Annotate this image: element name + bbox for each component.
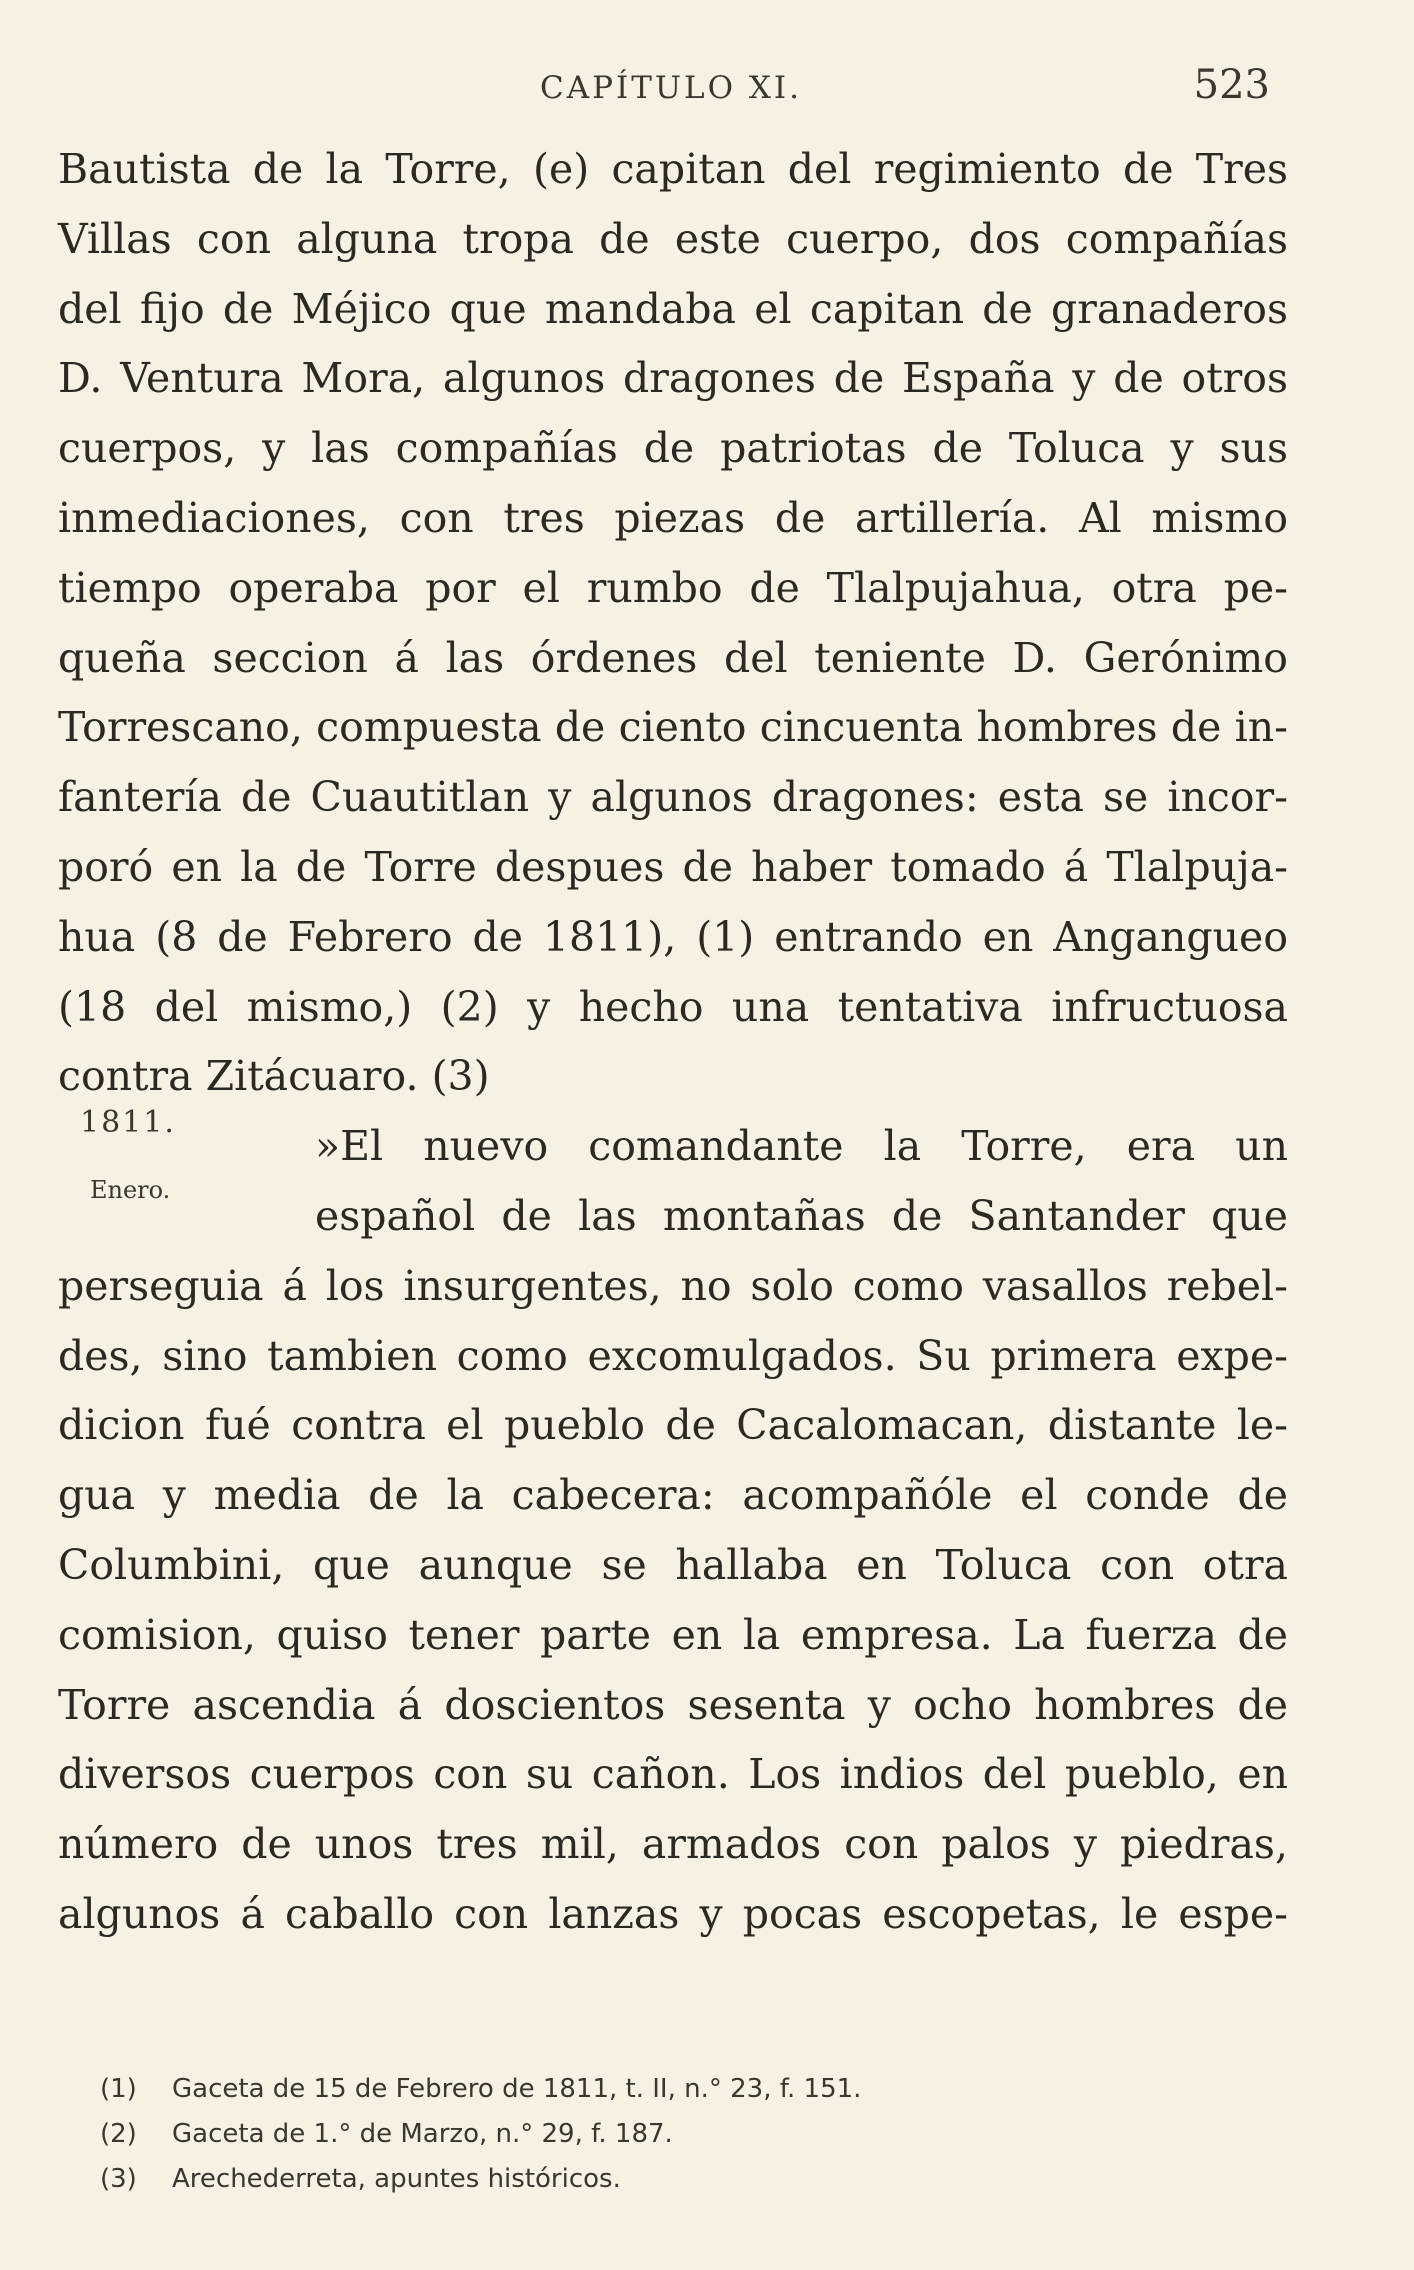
text-line: (18 del mismo,) (2) y hecho una tentativa infructuosa xyxy=(58,982,1288,1031)
footnote xyxy=(100,2112,1250,2157)
text-line: comision, quiso tener parte en la empresa. La fuerza de xyxy=(58,1610,1288,1659)
text-line: Torrescano, compuesta de ciento cincuenta hombres de in- xyxy=(58,703,1288,752)
text-line: des, sino tambien como excomulgados. Su primera expe- xyxy=(58,1331,1288,1380)
text-line: fantería de Cuautitlan y algunos dragones: esta se incor- xyxy=(58,773,1288,822)
text-line: D. Ventura Mora, algunos dragones de España y de otros xyxy=(58,354,1288,403)
text-line: Columbini, que aunque se hallaba en Toluca con otra xyxy=(58,1540,1288,1589)
text-line: contra Zitácuaro. (3) xyxy=(58,1052,490,1101)
footnote-text: Arechederreta, apuntes históricos. xyxy=(172,2164,621,2194)
text-line: dicion fué contra el pueblo de Cacalomacan, distante le- xyxy=(58,1401,1288,1450)
text-line: tiempo operaba por el rumbo de Tlalpujahua, otra pe- xyxy=(58,563,1288,612)
footnote-mark: (2) xyxy=(100,2119,137,2149)
margin-note-year: 1811. xyxy=(80,1105,176,1140)
text-line: número de unos tres mil, armados con palos y piedras, xyxy=(58,1820,1288,1869)
footnote xyxy=(100,2067,1250,2112)
margin-note-month: Enero. xyxy=(90,1176,171,1204)
body-text xyxy=(58,135,1288,1950)
footnote xyxy=(100,2157,1250,2202)
text-line: hua (8 de Febrero de 1811), (1) entrando en Angangueo xyxy=(58,912,1288,961)
page-number: 523 xyxy=(1193,62,1270,108)
text-line: perseguia á los insurgentes, no solo como vasallos rebel- xyxy=(58,1261,1288,1310)
text-line: poró en la de Torre despues de haber tomado á Tlalpuja- xyxy=(58,842,1288,891)
text-line: español de las montañas de Santander que xyxy=(315,1191,1288,1240)
text-line: Torre ascendia á doscientos sesenta y ocho hombres de xyxy=(58,1680,1288,1729)
footnote-text: Gaceta de 15 de Febrero de 1811, t. II, n.° 23, f. 151. xyxy=(172,2074,862,2104)
footnote-text: Gaceta de 1.° de Marzo, n.° 29, f. 187. xyxy=(172,2119,673,2149)
running-head: CAPÍTULO XI. xyxy=(540,70,803,106)
text-line: inmediaciones, con tres piezas de artillería. Al mismo xyxy=(58,493,1288,542)
text-line: Villas con alguna tropa de este cuerpo, dos compañías xyxy=(58,214,1288,263)
text-line: del fijo de Méjico que mandaba el capitan de granaderos xyxy=(58,284,1288,333)
footnotes xyxy=(100,2067,1250,2202)
text-line: Bautista de la Torre, (e) capitan del regimiento de Tres xyxy=(58,145,1288,193)
text-line: »El nuevo comandante la Torre, era un xyxy=(315,1122,1288,1171)
text-line: cuerpos, y las compañías de patriotas de Toluca y sus xyxy=(58,424,1288,473)
footnote-mark: (1) xyxy=(100,2074,137,2104)
text-line: queña seccion á las órdenes del teniente D. Gerónimo xyxy=(58,633,1288,682)
text-line: diversos cuerpos con su cañon. Los indios del pueblo, en xyxy=(58,1750,1288,1799)
footnote-mark: (3) xyxy=(100,2164,137,2194)
text-line: algunos á caballo con lanzas y pocas escopetas, le espe- xyxy=(58,1889,1288,1938)
text-line: gua y media de la cabecera: acompañóle el conde de xyxy=(58,1471,1288,1520)
